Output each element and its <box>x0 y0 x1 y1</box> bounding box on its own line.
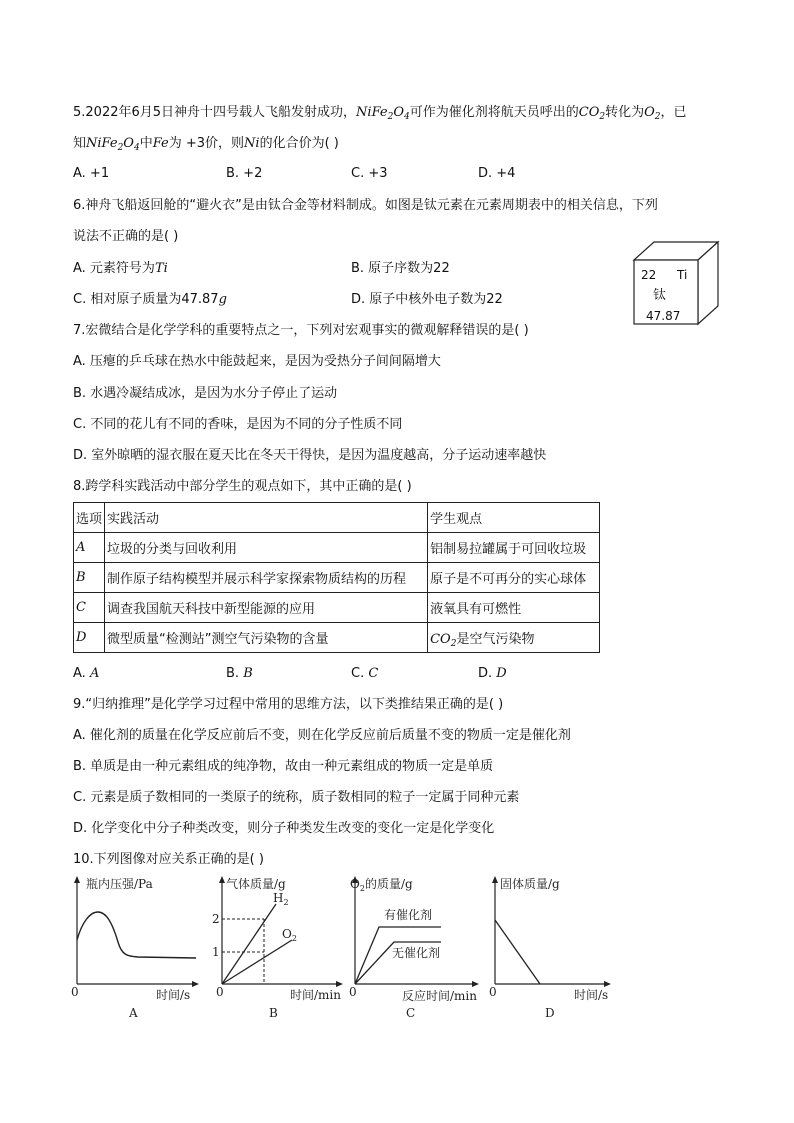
graph-b-line-o2: $O_2$ <box>282 927 297 943</box>
graph-c-ylabel: $O_2$的质量/g <box>350 877 413 893</box>
graph-b-label: B <box>269 1006 278 1020</box>
graph-b-xlabel: 时间/min <box>290 988 341 1002</box>
q7-option-b: B. 水遇冷凝结成冰，是因为水分子停止了运动 <box>73 386 338 401</box>
q7-option-d: D. 室外晾晒的湿衣服在夏天比在冬天干得快，是因为温度越高，分子运动速率越快 <box>73 448 547 463</box>
q8-stem: 8.跨学科实践活动中部分学生的观点如下，其中正确的是( ) <box>73 479 412 494</box>
q10-stem: 10.下列图像对应关系正确的是( ) <box>73 852 264 867</box>
graph-b-ylabel: 气体质量/g <box>226 877 286 891</box>
graph-b-tick-2: 2 <box>212 912 220 926</box>
q8-option-d: D. D <box>478 666 507 681</box>
q8-option-c: C. C <box>351 666 379 681</box>
graph-b-line-h2: $H_2$ <box>273 891 289 907</box>
element-atomic-mass: 47.87 <box>646 309 681 323</box>
table-cell: C <box>74 593 105 623</box>
graph-c-origin: 0 <box>349 985 357 999</box>
graph-c-xlabel: 反应时间/min <box>402 989 477 1003</box>
graph-b-origin: 0 <box>216 985 224 999</box>
q9-stem: 9.“归纳推理”是化学学习过程中常用的思维方法，以下类推结果正确的是( ) <box>73 697 504 712</box>
element-symbol: Ti <box>677 268 688 282</box>
table-cell: 液氧具有可燃性 <box>428 593 600 623</box>
q6-option-a: A. 元素符号为Ti <box>73 261 168 276</box>
formula-co2: $CO_2$ <box>578 105 606 122</box>
formula-o2: $O_2$ <box>644 105 661 122</box>
element-atomic-number: 22 <box>641 268 657 282</box>
graph-a-origin: 0 <box>71 985 79 999</box>
graph-d-origin: 0 <box>489 985 497 999</box>
graph-a-label: A <box>129 1006 138 1020</box>
graph-c-curve-with-catalyst: 有催化剂 <box>384 908 433 922</box>
q9-option-b: B. 单质是由一种元素组成的纯净物，故由一种元素组成的物质一定是单质 <box>73 759 494 774</box>
graph-a-ylabel: 瓶内压强/Pa <box>86 877 153 891</box>
graph-d-xlabel: 时间/s <box>574 988 609 1002</box>
formula-nife2o4: $NiFe_2O_4$ <box>86 136 140 153</box>
table-cell: A <box>74 533 105 563</box>
table-cell: $CO_2$是空气污染物 <box>428 623 600 653</box>
graph-d <box>484 872 618 1022</box>
table-row <box>74 563 600 593</box>
q7-option-a: A. 压瘪的乒乓球在热水中能鼓起来，是因为受热分子间间隔增大 <box>73 354 441 369</box>
q5-line2: 知$NiFe_2O_4$中Fe为 +3价，则Ni的化合价为( ) <box>73 136 339 153</box>
table-header: 实践活动 <box>105 503 428 533</box>
graph-a <box>66 872 206 1022</box>
q6-option-d: D. 原子中核外电子数为22 <box>351 292 503 307</box>
graph-b-tick-1: 1 <box>212 945 220 959</box>
element-name: 钛 <box>653 288 667 303</box>
q5-option-a: A. +1 <box>73 166 110 181</box>
table-cell: 原子是不可再分的实心球体 <box>428 563 600 593</box>
q6-stem-line2: 说法不正确的是( ) <box>73 229 179 244</box>
q9-option-a: A. 催化剂的质量在化学反应前后不变，则在化学反应前后质量不变的物质一定是催化剂 <box>73 728 571 743</box>
table-cell: 调查我国航天科技中新型能源的应用 <box>105 593 428 623</box>
table-cell: 垃圾的分类与回收利用 <box>105 533 428 563</box>
table-row <box>74 593 600 623</box>
graph-b <box>212 872 352 1022</box>
q5-option-b: B. +2 <box>226 166 263 181</box>
symbol-ni: Ni <box>244 136 260 151</box>
q5-line1: 5.2022年6月5日神舟十四号载人飞船发射成功，$NiFe_2O_4$可作为催化剂将航天员呼出的$CO_2$转化为$O_2$，已 <box>73 105 687 122</box>
q5-option-d: D. +4 <box>478 166 516 181</box>
graph-d-label: D <box>545 1006 555 1020</box>
table-header: 选项 <box>74 503 105 533</box>
q9-option-d: D. 化学变化中分子种类改变，则分子种类发生改变的变化一定是化学变化 <box>73 821 495 836</box>
q5-option-c: C. +3 <box>351 166 388 181</box>
formula-nife2o4: $NiFe_2O_4$ <box>356 105 410 122</box>
graph-c <box>344 872 486 1022</box>
q9-option-c: C. 元素是质子数相同的一类原子的统称，质子数相同的粒子一定属于同种元素 <box>73 790 520 805</box>
table-header: 学生观点 <box>428 503 600 533</box>
table-cell: 铝制易拉罐属于可回收垃圾 <box>428 533 600 563</box>
table-cell: D <box>74 623 105 653</box>
graph-a-xlabel: 时间/s <box>156 988 191 1002</box>
table-cell: 制作原子结构模型并展示科学家探索物质结构的历程 <box>105 563 428 593</box>
q6-stem-line1: 6.神舟飞船返回舱的“避火衣”是由钛合金等材料制成。如图是钛元素在元素周期表中的相关信息，下列 <box>73 198 658 213</box>
symbol-fe: Fe <box>152 136 169 151</box>
table-cell: B <box>74 563 105 593</box>
q8-option-b: B. B <box>226 666 253 681</box>
table-row <box>74 533 600 563</box>
q6-option-c: C. 相对原子质量为47.87g <box>73 292 227 307</box>
graph-c-curve-without-catalyst: 无催化剂 <box>392 946 441 960</box>
q5-text: 2022年6月5日神舟十四号载人飞船发射成功， <box>85 105 357 120</box>
q5-number: 5. <box>73 105 86 120</box>
q7-stem: 7.宏微结合是化学学科的重要特点之一，下列对宏观事实的微观解释错误的是( ) <box>73 323 529 338</box>
table-header-row <box>74 503 600 533</box>
q6-option-b: B. 原子序数为22 <box>351 261 450 276</box>
q7-option-c: C. 不同的花儿有不同的香味，是因为不同的分子性质不同 <box>73 417 403 432</box>
table-cell: 微型质量“检测站”测空气污染物的含量 <box>105 623 428 653</box>
graph-d-ylabel: 固体质量/g <box>500 877 560 891</box>
q8-option-a: A. A <box>73 666 100 681</box>
q8-table <box>73 502 600 653</box>
graph-c-label: C <box>406 1006 416 1020</box>
table-row <box>74 623 600 653</box>
